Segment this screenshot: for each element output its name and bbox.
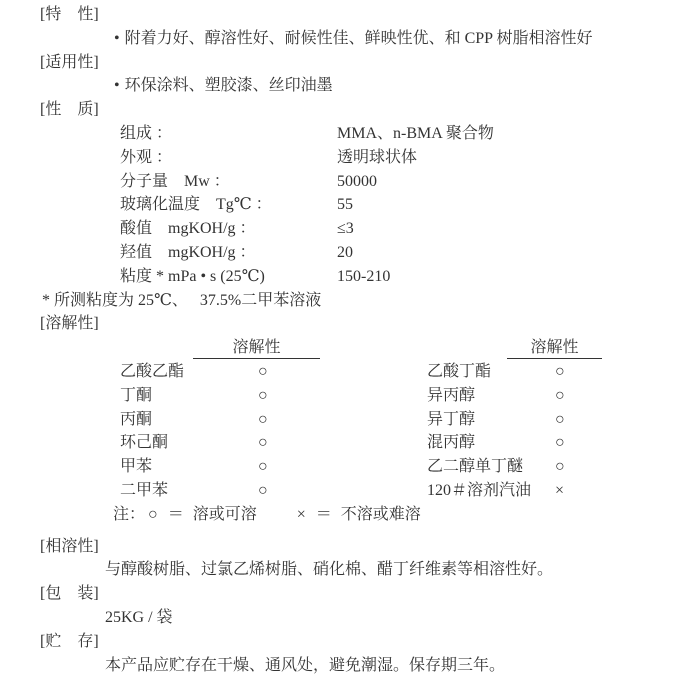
insoluble-meaning: 不溶或难溶 — [340, 505, 421, 523]
storage-text: 本产品应贮存在干燥、通风处，避免潮湿。保存期三年。 — [105, 656, 506, 674]
solubility-result: ○ — [258, 386, 268, 404]
solubility-result: × — [555, 481, 565, 499]
bullet-icon: • — [114, 29, 120, 47]
solubility-result: ○ — [258, 458, 268, 476]
section-header-applicability: [适用性] — [40, 53, 99, 71]
property-label: 粘度 * mPa • s (25℃) — [120, 267, 265, 285]
property-label: 酸值 mgKOH/g ： — [120, 220, 256, 238]
features-text: 附着力好、醇溶性好、耐候性佳、鲜映性优、和 CPP 树脂相溶性好 — [124, 29, 593, 47]
solvent-name: 异丁醇 — [427, 410, 476, 428]
property-value: MMA、n-BMA 聚合物 — [337, 124, 494, 142]
solubility-result: ○ — [258, 434, 268, 452]
solubility-row — [0, 360, 681, 384]
section-header-features: [特 性] — [40, 6, 99, 23]
equals-sign: ＝ — [315, 505, 332, 523]
solubility-legend — [0, 503, 681, 527]
solubility-result: ○ — [555, 434, 565, 452]
solubility-row — [0, 408, 681, 432]
property-label: 玻璃化温度 Tg℃ ： — [120, 196, 272, 214]
solvent-name: 乙酸乙酯 — [120, 362, 185, 380]
property-row-tg — [0, 193, 681, 217]
property-row-composition — [0, 122, 681, 146]
solvent-name: 丁酮 — [120, 386, 153, 404]
section-header-packaging: [包 装] — [40, 585, 99, 603]
solvent-name: 甲苯 — [120, 458, 153, 476]
solvent-name: 乙酸丁酯 — [427, 362, 492, 380]
solvent-name: 混丙醇 — [427, 434, 476, 452]
equals-sign: ＝ — [167, 505, 184, 523]
property-row-acid-value — [0, 217, 681, 241]
section-header-solubility: [溶解性] — [40, 315, 99, 333]
viscosity-footnote: * 所测粘度为 25℃、 37.5%二甲苯溶液 — [42, 291, 322, 309]
property-value: 150-210 — [337, 267, 391, 285]
solubility-result: ○ — [258, 481, 268, 499]
solubility-result: ○ — [555, 458, 565, 476]
solubility-result: ○ — [555, 386, 565, 404]
solvent-name: 环己酮 — [120, 434, 169, 452]
features-item — [0, 27, 681, 51]
applicability-item — [0, 74, 681, 98]
section-header-compatibility: [相溶性] — [40, 537, 99, 555]
solvent-name: 异丙醇 — [427, 386, 476, 404]
property-value: 50000 — [337, 172, 377, 190]
property-label: 外观 ： — [120, 148, 173, 166]
legend-prefix: 注： — [113, 505, 146, 523]
solvent-name: 120＃溶剂汽油 — [427, 481, 532, 499]
solubility-column-header-left: 溶解性 — [193, 337, 320, 359]
section-header-properties: [性 质] — [40, 101, 99, 119]
property-row-viscosity — [0, 265, 681, 289]
property-row-molecular-weight — [0, 170, 681, 194]
property-row-hydroxyl-value — [0, 241, 681, 265]
compatibility-text: 与醇酸树脂、过氯乙烯树脂、硝化棉、醋丁纤维素等相溶性好。 — [105, 561, 554, 579]
insoluble-symbol: × — [296, 505, 306, 523]
property-label: 分子量 Mw ： — [120, 172, 230, 190]
solubility-row — [0, 479, 681, 503]
solubility-result: ○ — [258, 410, 268, 428]
solubility-result: ○ — [555, 362, 565, 380]
solubility-row — [0, 384, 681, 408]
soluble-meaning: 溶或可溶 — [192, 505, 257, 523]
solubility-row — [0, 455, 681, 479]
property-value: 透明球状体 — [337, 148, 418, 166]
solvent-name: 乙二醇单丁醚 — [427, 458, 524, 476]
applicability-text: 环保涂料、塑胶漆、丝印油墨 — [124, 77, 333, 95]
property-row-appearance — [0, 146, 681, 170]
property-value: ≤3 — [337, 220, 354, 238]
property-label: 组成 ： — [120, 124, 173, 142]
solvent-name: 二甲苯 — [120, 481, 169, 499]
solubility-result: ○ — [258, 362, 268, 380]
solubility-result: ○ — [555, 410, 565, 428]
soluble-symbol: ○ — [148, 505, 158, 523]
property-value: 20 — [337, 243, 353, 261]
solvent-name: 丙酮 — [120, 410, 153, 428]
solubility-column-headers — [0, 336, 681, 360]
bullet-icon: • — [114, 77, 120, 95]
packaging-text: 25KG / 袋 — [105, 608, 173, 626]
section-header-storage: [贮 存] — [40, 632, 99, 650]
property-label: 羟值 mgKOH/g ： — [120, 243, 256, 261]
solubility-column-header-right: 溶解性 — [507, 337, 602, 359]
solubility-row — [0, 431, 681, 455]
property-value: 55 — [337, 196, 353, 214]
